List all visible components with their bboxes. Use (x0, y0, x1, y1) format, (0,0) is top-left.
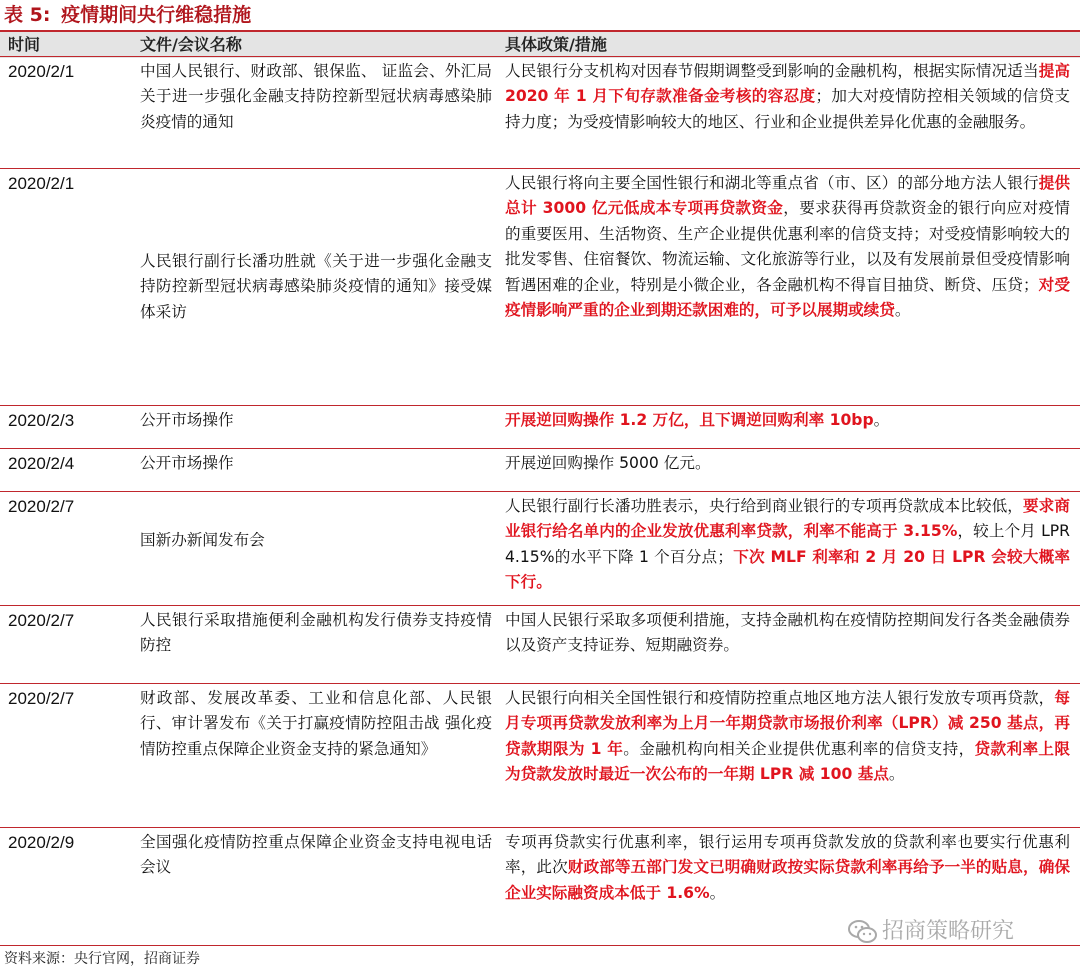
row-date: 2020/2/7 (8, 689, 75, 708)
policy-text: 人民银行向相关全国性银行和疫情防控重点地区地方法人银行发放专项再贷款， (505, 689, 1055, 707)
row-document: 全国强化疫情防控重点保障企业资金支持电视电话会议 (140, 833, 492, 877)
policy-highlight: 对受疫情影响严重的企业到期还款困难的，可予以展期或续贷 (505, 275, 1070, 320)
policy-text: 人民银行分支机构对因春节假期调整受到影响的金融机构，根据实际情况适当 (505, 62, 1039, 80)
policy-highlight: 要求商业银行给名单内的企业发放优惠利率贷款，利率不能高于 3.15% (505, 497, 1070, 541)
row-policy (505, 830, 1070, 906)
policy-text: 中国人民银行采取多项便利措施，支持金融机构在疫情防控期间发行各类金融债券以及资产支持证券、短期融资券。 (505, 611, 1070, 655)
row-document: 人民银行采取措施便利金融机构发行债券支持疫情防控 (140, 611, 492, 655)
source-note: 资料来源：央行官网，招商证券 (4, 951, 200, 967)
policy-text: 。 (709, 883, 726, 902)
table-number: 表 5: (4, 4, 51, 26)
table-row (0, 605, 1080, 684)
table-header (0, 30, 1080, 58)
row-policy (505, 171, 1070, 323)
header-date: 时间 (8, 35, 41, 54)
row-policy (505, 494, 1070, 596)
row-date: 2020/2/3 (8, 411, 75, 430)
row-date: 2020/2/4 (8, 454, 75, 473)
row-document: 财政部、发展改革委、工业和信息化部、人民银行、审计署发布《关于打赢疫情防控阻击战 强化疫情防控重点保障企业资金支持的紧急通知》 (140, 689, 492, 758)
row-document: 公开市场操作 (140, 411, 234, 429)
policy-highlight: 财政部等五部门发文已明确财政按实际贷款利率再给予一半的贴息，确保企业实际融资成本低于 1.6% (505, 858, 1070, 902)
policy-text: 人民银行副行长潘功胜表示，央行给到商业银行的专项再贷款成本比较低， (505, 497, 1023, 515)
policy-highlight: 提高 2020 年 1 月下旬存款准备金考核的容忍度 (505, 62, 1070, 106)
wechat-icon (848, 919, 878, 945)
table-row (0, 448, 1080, 492)
policy-highlight: 每月专项再贷款发放利率为上月一年期贷款市场报价利率（LPR）减 250 基点，再贷款期限为 1 年 (505, 689, 1070, 758)
row-policy (505, 59, 1070, 135)
table-row (0, 491, 1080, 606)
row-date: 2020/2/7 (8, 497, 75, 516)
policy-text: 。 (873, 411, 890, 429)
row-policy (505, 686, 1070, 788)
policy-highlight: 提供总计 3000 亿元低成本专项再贷款资金 (505, 174, 1070, 218)
policy-text: 开展逆回购操作 5000 亿元。 (505, 454, 711, 472)
table-row (0, 405, 1080, 449)
row-date: 2020/2/1 (8, 174, 75, 193)
policy-text: ，较上个月 LPR 4.15%的水平下降 1 个百分点； (505, 522, 1070, 566)
table-title-text: 疫情期间央行维稳措施 (61, 4, 252, 26)
policy-highlight: 下次 MLF 利率和 2 月 20 日 LPR 会较大概率下行。 (505, 547, 1071, 592)
table-row (0, 168, 1080, 406)
row-document: 公开市场操作 (140, 454, 234, 472)
row-document: 人民银行副行长潘功胜就《关于进一步强化金融支持防控新型冠状病毒感染肺炎疫情的通知》接受媒体采访 (140, 252, 492, 321)
policy-text: 人民银行将向主要全国性银行和湖北等重点省（市、区）的部分地方法人银行 (505, 174, 1039, 192)
header-doc: 文件/会议名称 (140, 35, 242, 54)
row-document: 中国人民银行、财政部、银保监、 证监会、外汇局关于进一步强化金融支持防控新型冠状病毒感染肺炎疫情的通知 (140, 62, 492, 131)
row-date: 2020/2/9 (8, 833, 75, 852)
row-policy (505, 451, 1070, 476)
row-document: 国新办新闻发布会 (140, 531, 265, 549)
policy-text: 。 (894, 301, 911, 320)
header-policy: 具体政策/措施 (505, 35, 607, 54)
row-policy (505, 608, 1070, 659)
policy-text: 。金融机构向相关企业提供优惠利率的信贷支持， (623, 739, 975, 758)
policy-text: 。 (888, 765, 905, 784)
policy-text: ，要求获得再贷款资金的银行向应对疫情的重要医用、生活物资、生产企业提供优惠利率的信贷支持；对受疫情影响较大的批发零售、住宿餐饮、物流运输、文化旅游等行业，以及有发展前景但受疫情影响暂遇困难的企业，特别是小微企业，各金融机构不得盲目抽贷、断贷、压贷； (505, 199, 1070, 294)
policy-highlight: 贷款利率上限为贷款发放时最近一次公布的一年期 LPR 减 100 基点 (505, 739, 1070, 784)
policy-text: ；加大对疫情防控相关领域的信贷支持力度；为受疫情影响较大的地区、行业和企业提供差异化优惠的金融服务。 (505, 87, 1070, 131)
row-policy (505, 408, 1070, 433)
policy-text: 专项再贷款实行优惠利率，银行运用专项再贷款发放的贷款利率也要实行优惠利率，此次 (505, 833, 1070, 877)
row-date: 2020/2/7 (8, 611, 75, 630)
table-row (0, 56, 1080, 169)
row-date: 2020/2/1 (8, 62, 75, 81)
table-title (4, 2, 251, 28)
watermark (848, 916, 1014, 948)
policy-highlight: 开展逆回购操作 1.2 万亿，且下调逆回购利率 10bp (505, 411, 874, 429)
watermark-text: 招商策略研究 (882, 919, 1015, 944)
table-row (0, 683, 1080, 828)
